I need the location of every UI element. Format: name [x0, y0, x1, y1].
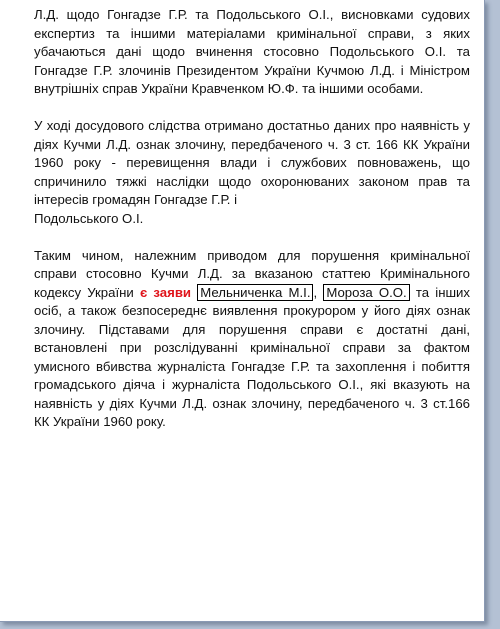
paragraph-2-text: У ході досудового слідства отримано достатньо даних про наявність у діях Кучми Л.Д. ознак злочину, передбаченого ч. 3 ст. 166 КК України 1960 року - перевищення влади і службових повноважень, що спричинило тяжкі наслідки щодо охоронюваних законом прав та інтересів громадян Гонгадзе Г.Р. і	[34, 118, 470, 207]
paragraph-2	[34, 117, 470, 228]
name-box-melnychenko: Мельниченка М.І.	[197, 284, 313, 301]
paragraph-3	[34, 247, 470, 432]
paragraph-1	[34, 6, 470, 99]
highlighted-phrase: є заяви	[139, 284, 192, 300]
name-separator: ,	[313, 284, 318, 300]
name-box-moroz: Мороза О.О.	[323, 284, 409, 301]
paragraph-3-intro: Таким чином, належним приводом для порушення кримінальної справи стосовно Кучми Л.Д. за вказаною статтею Кримінального кодексу України	[34, 247, 470, 300]
document-text	[34, 6, 470, 450]
paragraph-2-last-line: Подольського О.І.	[34, 210, 144, 226]
paragraph-1-text: Л.Д. щодо Гонгадзе Г.Р. та Подольського О.І., висновками судових експертиз та іншими матеріалами кримінальної справи, з яких убачаються дані щодо вчинення стосовно Подольського О.І. та Гонгадзе Г.Р. злочинів Президентом України Кучмою Л.Д. і Міністром внутрішніх справ України Кравченком Ю.Ф. та іншими особами.	[34, 7, 470, 96]
paragraph-3-rest: та інших осіб, а також безпосереднє виявлення прокурором у його діях ознак злочину. Підставами для порушення справи є достатні дані, встановлені при розслідуванні кримінальної справи за фактом умисного вбивства журналіста Гонгадзе Г.Р. та захоплення і побиття громадського діяча і журналіста Подольського О.І., які вказують на наявність у діях Кучми Л.Д. ознак злочину, передбаченого ч. 3 ст.166 КК України 1960 року.	[34, 284, 471, 429]
